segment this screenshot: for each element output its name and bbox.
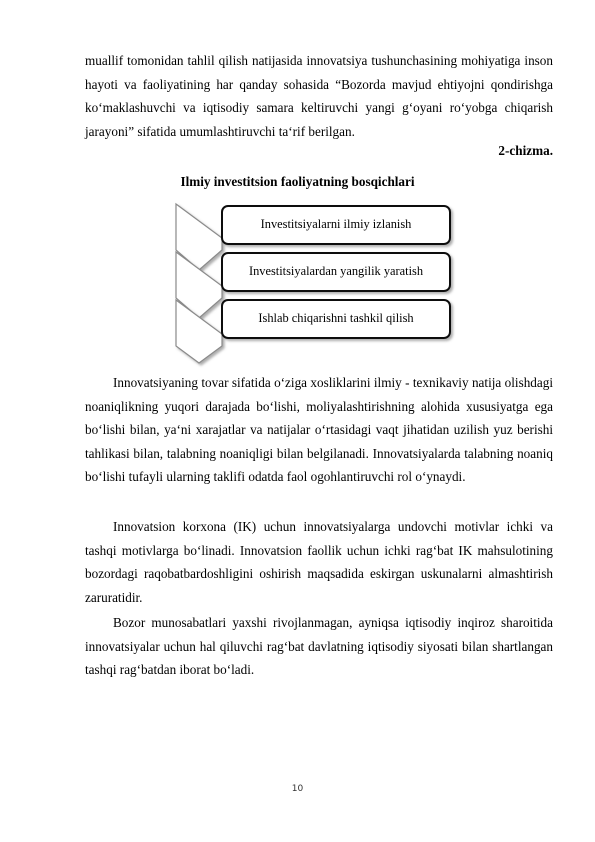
paragraph-4: Bozor munosabatlari yaxshi rivojlanmagan, ayniqsa iqtisodiy inqiroz sharoitida innovatsiyalar uchun hal qiluvchi rag‘bat davlatning iqtisodiy siyosati bilan shartlangan tashqi rag‘batdan iborat bo‘ladi. bbox=[85, 615, 553, 678]
step-label-3: Ishlab chiqarishni tashkil qilish bbox=[258, 311, 414, 325]
page-number: 10 bbox=[291, 784, 304, 794]
paragraph-intro: muallif tomonidan tahlil qilish natijasida innovatsiya tushunchasining mohiyatiga inson hayoti va faoliyatining har qanday sohasida “Bozorda mavjud ehtiyojni qondirishga ko‘maklashuvchi va iqtisodiy samara keltiruvchi yangi g‘oyani ro‘yobga chiqarish jarayoni” sifatida umumlashtiruvchi ta‘rif berilgan. bbox=[85, 53, 553, 139]
figure-title: Ilmiy investitsion faoliyatning bosqichlari bbox=[180, 174, 415, 189]
paragraph-3: Innovatsion korxona (IK) uchun innovatsiyalarga undovchi motivlar ichki va tashqi motivlarga bo‘linadi. Innovatsion faollik uchun ichki rag‘bat IK mahsulotining bozordagi raqobatbardoshligini oshirish maqsadida eskirgan uskunalarni almashtirish zaruratidir. bbox=[85, 519, 553, 605]
step-label-2: Investitsiyalardan yangilik yaratish bbox=[248, 264, 424, 278]
figure-label: 2-chizma. bbox=[498, 143, 553, 158]
step-label-1: Investitsiyalarni ilmiy izlanish bbox=[260, 217, 412, 231]
paragraph-2: Innovatsiyaning tovar sifatida o‘ziga xosliklarini ilmiy - texnikaviy natija olishdagi noaniqlikning yuqori darajada bo‘lishi, moliyalashtirishning alohida xususiyatga ega bo‘lishi bilan, ya‘ni xarajatlar va natijalar o‘rtasidagi vaqt jihatidan uzilish yuz berishi tahlikasi bilan, talabning noaniqligi bilan belgilanadi. Innovatsiyalarda talabning noaniq bo‘lishi tufayli ularning taklifi odatda faol ogohlantiruvchi rol o‘ynaydi. bbox=[85, 375, 553, 485]
stages-diagram bbox=[170, 198, 460, 368]
